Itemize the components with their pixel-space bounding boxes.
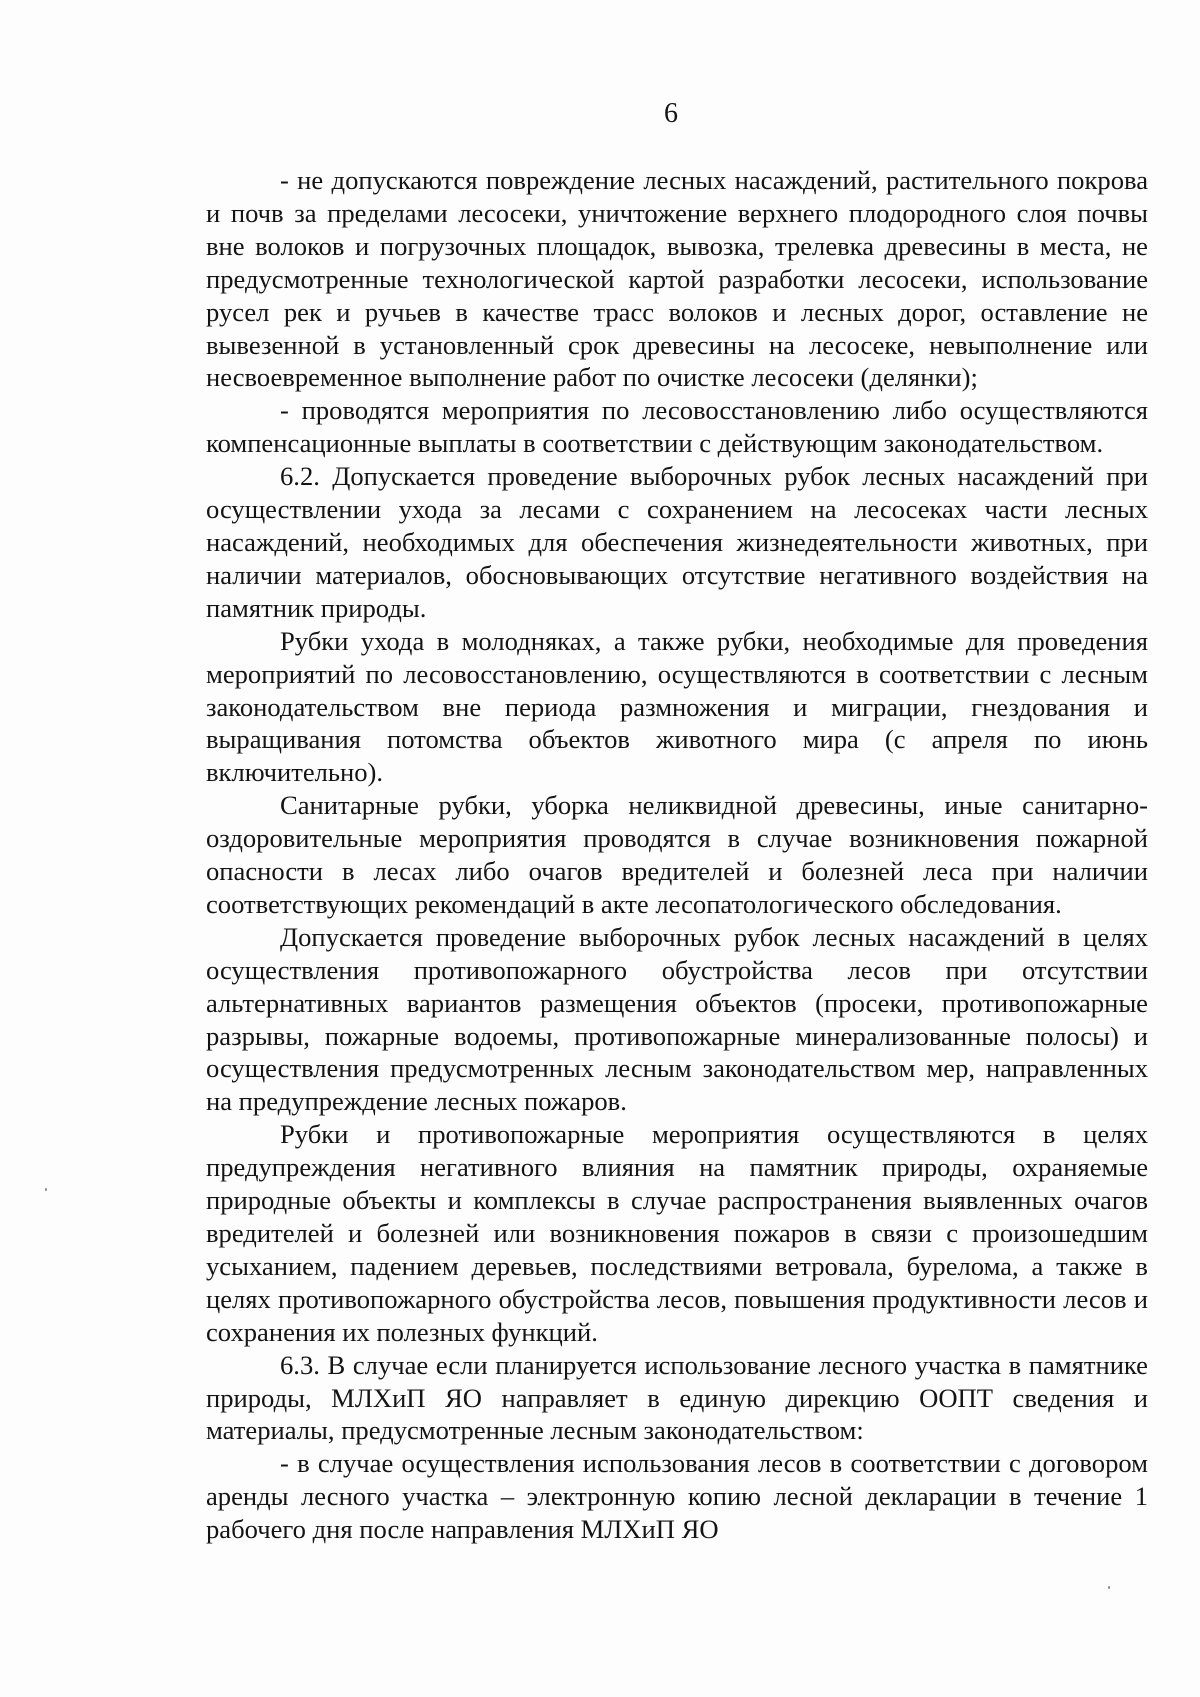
paragraph-fire-prevention-cuttings: Допускается проведение выборочных рубок лесных насаждений в целях осуществления противопожарного обустройства лесов при отсутствии альтернативных вариантов размещения объектов (просеки, противопожарные разрывы, пожарные водоемы, противопожарные минерализованные полосы) и осуществления предусмотренных лесным законодательством мер, направленных на предупреждение лесных пожаров. (206, 921, 1148, 1117)
paragraph-lease-declaration: - в случае осуществления использования лесов в соответствии с договором аренды лесного участка – электронную копию лесной декларации в течение 1 рабочего дня после направления МЛХиП ЯО (206, 1448, 1148, 1545)
paragraph-sanitary-cuttings: Санитарные рубки, уборка неликвидной древесины, иные санитарно-оздоровительные мероприятия проводятся в случае возникновения пожарной опасности в лесах либо очагов вредителей и болезней леса при наличии соответствующих рекомендаций в акте лесопатологического обследования. (206, 790, 1148, 919)
paragraph-6-2: 6.2. Допускается проведение выборочных рубок лесных насаждений при осуществлении ухода за лесами с сохранением на лесосеках части лесных насаждений, необходимых для обеспечения жизнедеятельности животных, при наличии материалов, обосновывающих отсутствие негативного воздействия на памятник природы. (206, 461, 1148, 623)
document-body (206, 164, 1148, 1546)
scan-speck (1108, 1586, 1110, 1589)
paragraph-care-cuttings: Рубки ухода в молодняках, а также рубки, необходимые для проведения мероприятий по лесовосстановлению, осуществляются в соответствии с лесным законодательством вне периода размножения и миграции, гнездования и выращивания потомства объектов животного мира (с апреля по июнь включительно). (206, 625, 1148, 788)
paragraph-6-3: 6.3. В случае если планируется использование лесного участка в памятнике природы, МЛХиП ЯО направляет в единую дирекцию ООПТ сведения и материалы, предусмотренные лесным законодательством: (206, 1349, 1148, 1446)
paragraph-fire-prevention-measures: Рубки и противопожарные мероприятия осуществляются в целях предупреждения негативного влияния на памятник природы, охраняемые природные объекты и комплексы в случае распространения выявленных очагов вредителей и болезней или возникновения пожаров в связи с произошедшим усыханием, падением деревьев, последствиями ветровала, бурелома, а также в целях противопожарного обустройства лесов, повышения продуктивности лесов и сохранения их полезных функций. (206, 1119, 1148, 1347)
scan-speck (45, 1188, 47, 1191)
paragraph-reforestation: - проводятся мероприятия по лесовосстановлению либо осуществляются компенсационные выплаты в соответствии с действующим законодательством. (206, 395, 1148, 459)
page-number: 6 (664, 98, 678, 129)
paragraph-prohibition-damage: - не допускаются повреждение лесных насаждений, растительного покрова и почв за пределами лесосеки, уничтожение верхнего плодородного слоя почвы вне волоков и погрузочных площадок, вывозка, трелевка древесины в места, не предусмотренные технологической картой разработки лесосеки, использование русел рек и ручьев в качестве трасс волоков и лесных дорог, оставление не вывезенной в установленный срок древесины на лесосеке, невыполнение или несвоевременное выполнение работ по очистке лесосеки (делянки); (206, 165, 1148, 393)
